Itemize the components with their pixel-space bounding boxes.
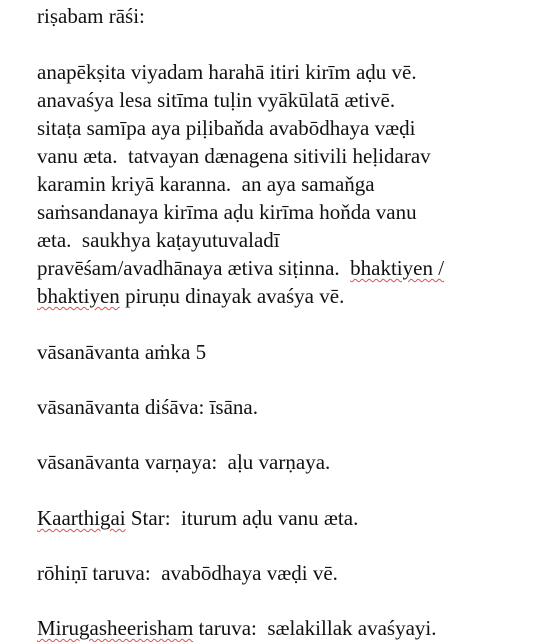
mirugasheerisham-text: taruva: sælakillak avaśyayi.: [193, 616, 437, 640]
rohini-line: rōhiṇī taruva: avabōdhaya væḍi vē.: [37, 561, 338, 585]
mirugasheerisham-line: [37, 614, 436, 642]
paragraph-text: piruṇu dinayak avaśya vē.: [119, 284, 345, 308]
paragraph-line: [37, 282, 344, 310]
paragraph-line: sitaṭa samīpa aya piḷibaňda avabōdhaya væḍi: [37, 116, 416, 140]
paragraph-line: [37, 254, 444, 282]
spellcheck-word: bhaktiyen /: [350, 256, 445, 280]
paragraph-line: karamin kriyā karanna. an aya samaňga: [37, 172, 375, 196]
paragraph-text: pravēśam/avadhānaya ætiva siṭinna.: [37, 256, 351, 280]
kaarthigai-line: [37, 504, 358, 532]
lucky-direction-line: vāsanāvanta diśāva: īsāna.: [37, 395, 258, 419]
lucky-number-line: vāsanāvanta aṁka 5: [37, 340, 207, 364]
paragraph-line: vanu æta. tatvayan dænagena sitivili heḷidarav: [37, 144, 431, 168]
paragraph-line: æta. saukhya kaṭayutuvaladī: [37, 228, 280, 252]
spellcheck-word: Mirugasheerisham: [37, 616, 194, 640]
paragraph-line: saṁsandanaya kirīma aḍu kirīma hoňda vanu: [37, 200, 417, 224]
paragraph-line: anavaśya lesa sitīma tuḷin vyākūlatā ætivē.: [37, 88, 396, 112]
kaarthigai-text: Star: iturum aḍu vanu æta.: [125, 506, 359, 530]
lucky-color-line: vāsanāvanta varṇaya: aḷu varṇaya.: [37, 450, 331, 474]
spellcheck-word: Kaarthigai: [37, 506, 126, 530]
paragraph-line: anapēkṣita viyadam harahā itiri kirīm aḍu vē.: [37, 60, 417, 84]
spellcheck-word: bhaktiyen: [37, 284, 120, 308]
rasi-heading: riṣabam rāśi:: [37, 4, 145, 28]
